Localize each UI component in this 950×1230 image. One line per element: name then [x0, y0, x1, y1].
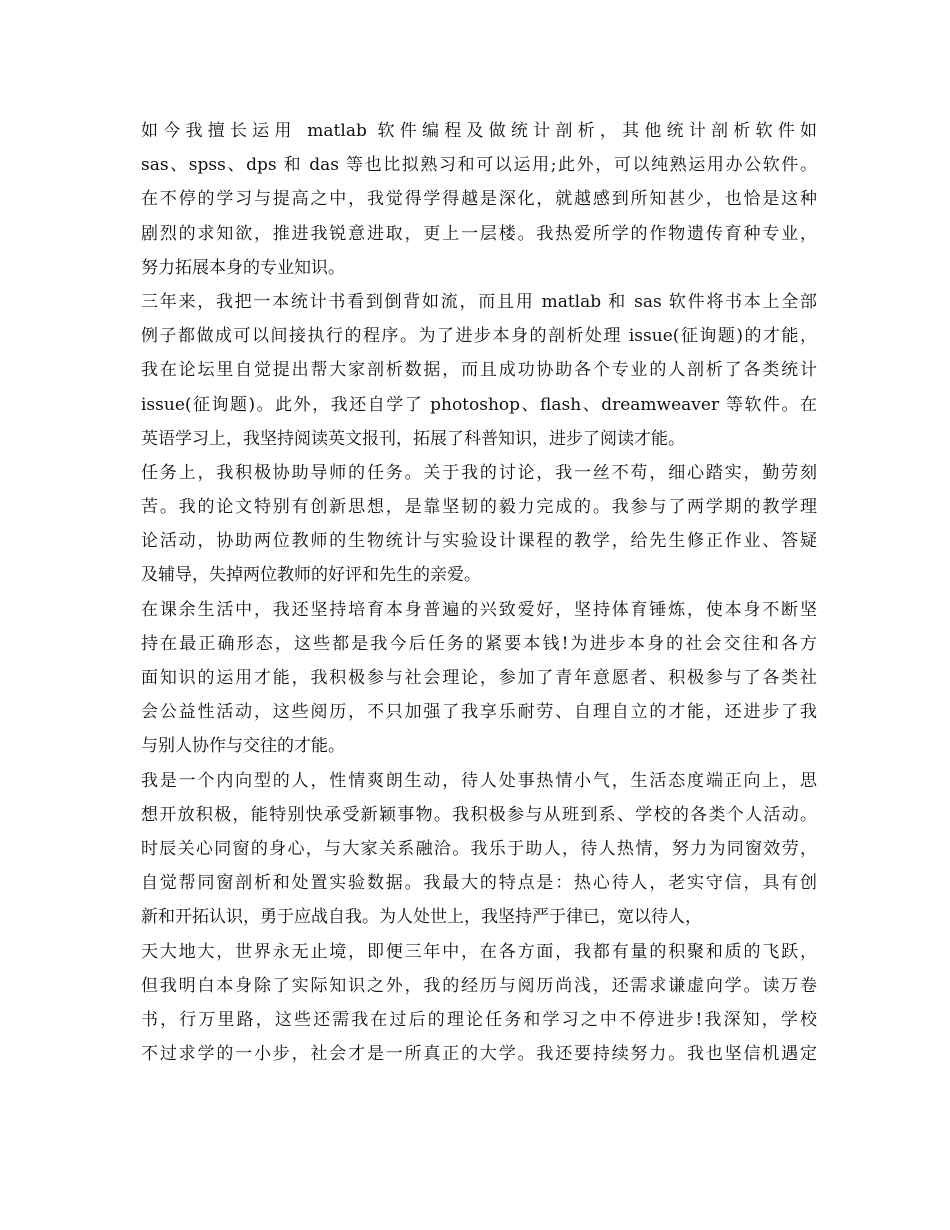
text-line: 例子都做成可以间接执行的程序。为了进步本身的剖析处理 issue(征询题)的才能，	[141, 326, 817, 347]
text-line: 如今我擅长运用 matlab 软件编程及做统计剖析，其他统计剖析软件如	[141, 121, 817, 141]
text-line: 会公益性活动，这些阅历，不只加强了我享乐耐劳、自理自立的才能，还进步了我	[141, 702, 817, 723]
text-line: 论活动，协助两位教师的生物统计与实验设计课程的教学，给先生修正作业、答疑	[141, 531, 817, 552]
text-line: 书，行万里路，这些还需我在过后的理论任务和学习之中不停进步!我深知，学校	[141, 1009, 817, 1030]
text-line: 英语学习上，我坚持阅读英文报刊，拓展了科普知识，进步了阅读才能。	[141, 428, 685, 449]
text-line: 不过求学的一小步，社会才是一所真正的大学。我还要持续努力。我也坚信机遇定	[141, 1044, 817, 1065]
text-line: 及辅导，失掉两位教师的好评和先生的亲爱。	[141, 565, 481, 586]
text-line: 天大地大，世界永无止境，即便三年中，在各方面，我都有量的积聚和质的飞跃，	[141, 941, 817, 962]
text-line: 面知识的运用才能，我积极参与社会理论，参加了青年意愿者、积极参与了各类社	[141, 668, 817, 688]
text-line: 努力拓展本身的专业知识。	[141, 257, 345, 278]
text-line: 我在论坛里自觉提出帮大家剖析数据，而且成功协助各个专业的人剖析了各类统计	[141, 360, 817, 381]
text-line: 想开放积极，能特别快承受新颖事物。我积极参与从班到系、学校的各类个人活动。	[141, 804, 817, 825]
text-line: sas、spss、dps 和 das 等也比拟熟习和可以运用;此外，可以纯熟运用办公软件。	[141, 155, 817, 176]
text-line: 与别人协作与交往的才能。	[141, 736, 345, 757]
text-line: 持在最正确形态，这些都是我今后任务的紧要本钱!为进步本身的社会交往和各方	[141, 633, 817, 654]
text-line: 自觉帮同窗剖析和处置实验数据。我最大的特点是：热心待人，老实守信，具有创	[141, 873, 817, 894]
text-line: 但我明白本身除了实际知识之外，我的经历与阅历尚浅，还需求谦虚向学。读万卷	[141, 975, 817, 996]
text-line: 苦。我的论文特别有创新思想，是靠坚韧的毅力完成的。我参与了两学期的教学理	[141, 497, 817, 518]
text-line: 任务上，我积极协助导师的任务。关于我的讨论，我一丝不苟，细心踏实，勤劳刻	[141, 462, 817, 483]
text-line: 剧烈的求知欲，推进我锐意进取，更上一层楼。我热爱所学的作物遗传育种专业，	[141, 223, 817, 244]
text-line: 在课余生活中，我还坚持培育本身普遍的兴致爱好，坚持体育锤炼，使本身不断坚	[141, 599, 817, 620]
document-body	[141, 114, 817, 1071]
text-line: 新和开拓认识，勇于应战自我。为人处世上，我坚持严于律已，宽以待人，	[141, 907, 702, 928]
text-line: 三年来，我把一本统计书看到倒背如流，而且用 matlab 和 sas 软件将书本上全部	[141, 291, 817, 312]
text-line: issue(征询题)。此外，我还自学了 photoshop、flash、dreamweaver 等软件。在	[141, 394, 817, 415]
text-line: 在不停的学习与提高之中，我觉得学得越是深化，就越感到所知甚少，也恰是这种	[141, 189, 817, 210]
text-line: 我是一个内向型的人，性情爽朗生动，待人处事热情小气，生活态度端正向上，思	[141, 770, 817, 791]
text-line: 时辰关心同窗的身心，与大家关系融洽。我乐于助人，待人热情，努力为同窗效劳，	[141, 838, 817, 859]
